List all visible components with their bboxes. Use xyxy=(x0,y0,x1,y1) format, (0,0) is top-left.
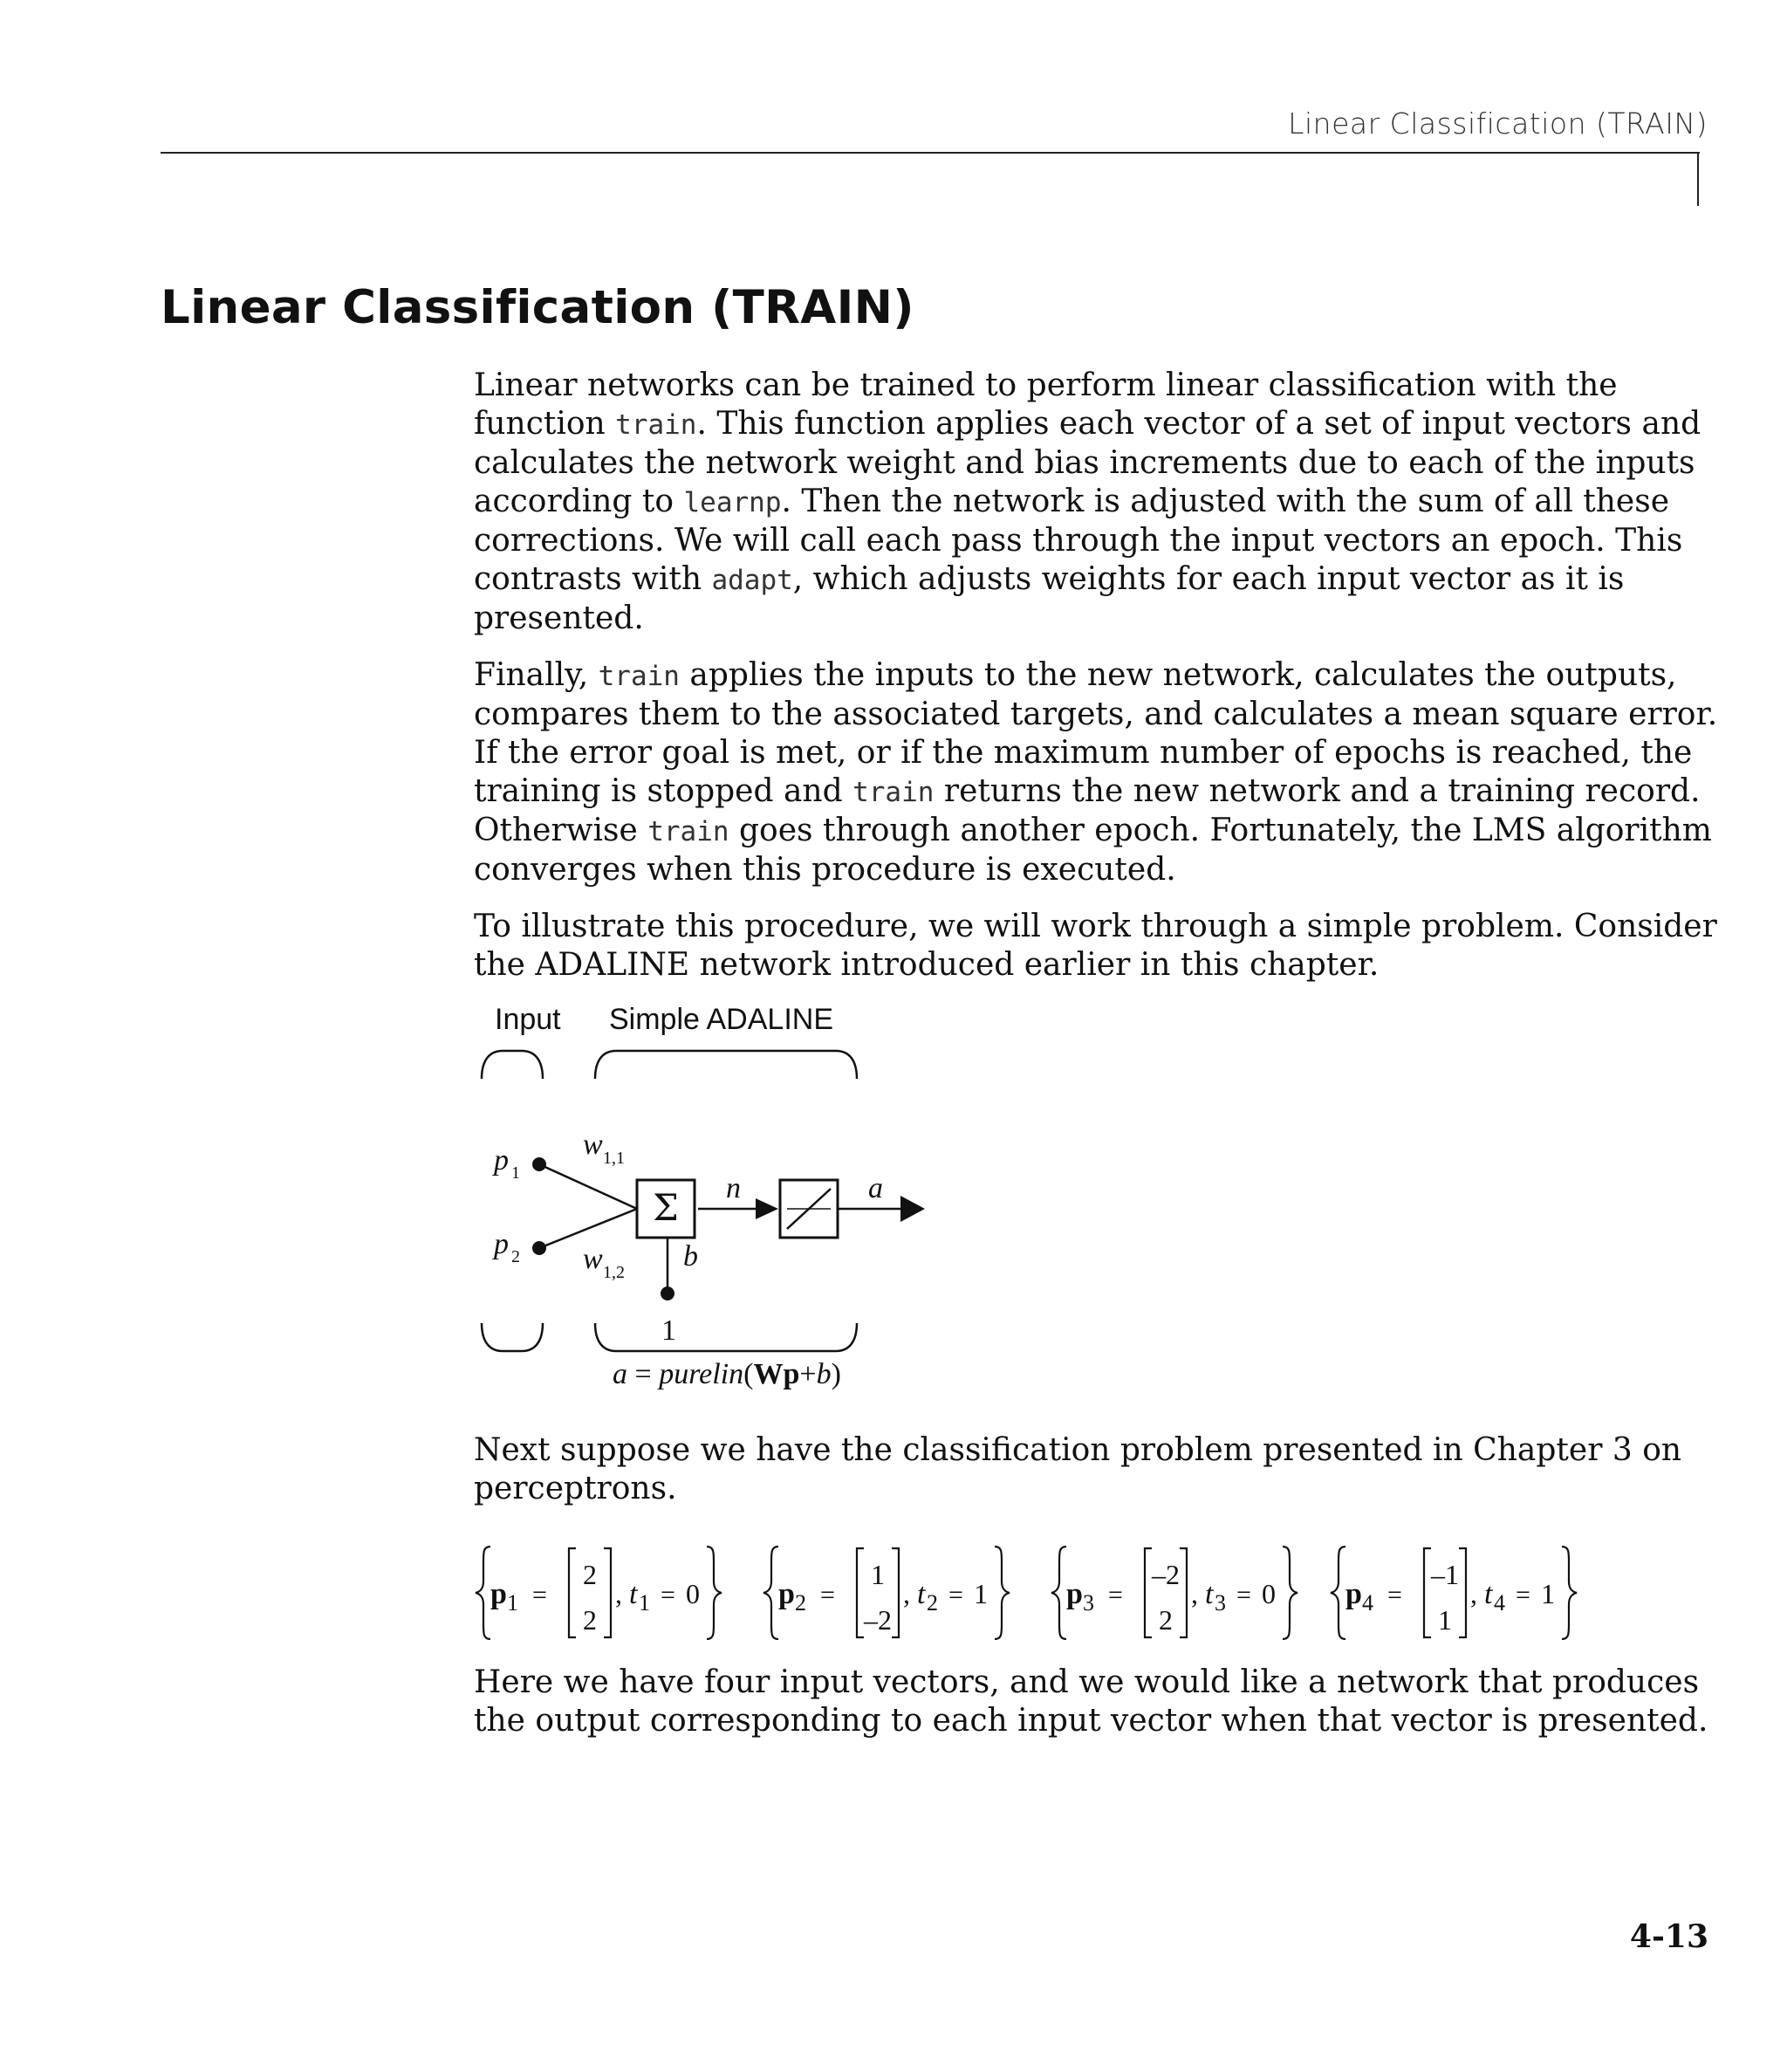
running-head: Linear Classification (TRAIN) xyxy=(1288,106,1708,141)
left-bracket xyxy=(569,1548,576,1637)
formula-eq: = xyxy=(627,1358,660,1390)
comma: , xyxy=(1470,1578,1477,1609)
w12-symbol: w xyxy=(583,1243,603,1275)
paragraph-input-vectors xyxy=(474,1664,1708,1740)
right-bracket xyxy=(892,1548,899,1637)
p-vector-symbol: p xyxy=(1345,1578,1362,1610)
formula-b: b xyxy=(816,1358,832,1390)
p-vector-symbol: p xyxy=(490,1578,507,1610)
right-curly-brace xyxy=(1283,1547,1297,1639)
equals-sign: = xyxy=(820,1581,835,1609)
p1-symbol: p xyxy=(494,1144,509,1177)
vector-element-top: –1 xyxy=(1431,1559,1459,1590)
target-value: 0 xyxy=(1262,1578,1276,1609)
text-fragment: training is stopped and xyxy=(474,773,853,809)
training-pair xyxy=(476,1547,722,1639)
p-index: 4 xyxy=(1362,1590,1373,1616)
equals-sign: = xyxy=(532,1581,547,1609)
p-vector-symbol: p xyxy=(1066,1578,1083,1610)
t-symbol: t xyxy=(629,1578,638,1610)
text-line xyxy=(474,483,1670,522)
summation-icon: Σ xyxy=(653,1186,679,1229)
p2-subscript: 2 xyxy=(511,1247,520,1266)
training-set-equation xyxy=(471,1536,1606,1650)
text-fragment: Finally, xyxy=(474,657,599,693)
p-index: 1 xyxy=(507,1590,518,1616)
comma: , xyxy=(903,1578,910,1609)
comma: , xyxy=(1191,1578,1198,1609)
w12-subscript: 1,2 xyxy=(603,1263,625,1282)
right-bracket xyxy=(1459,1548,1466,1637)
input-label: Input xyxy=(495,1003,561,1036)
text-line xyxy=(474,656,1677,696)
equals-sign: = xyxy=(1516,1581,1530,1609)
paragraph-classification-problem xyxy=(474,1431,1682,1508)
paragraph-train-intro xyxy=(474,367,1701,638)
right-bracket xyxy=(1180,1548,1187,1637)
text-line: calculates the network weight and bias increments due to each of the inputs xyxy=(474,445,1695,481)
p2-symbol: p xyxy=(494,1228,509,1260)
formula-close: ) xyxy=(831,1358,841,1390)
text-fragment: goes through another epoch. Fortunately, the LMS algorithm xyxy=(729,813,1712,848)
t-symbol: t xyxy=(917,1578,926,1610)
text-line: Next suppose we have the classification problem presented in Chapter 3 on xyxy=(474,1432,1682,1468)
input-node-p1 xyxy=(532,1157,546,1171)
text-line: To illustrate this procedure, we will work through a simple problem. Consider xyxy=(474,909,1717,944)
text-line xyxy=(474,560,1634,600)
text-line: compares them to the associated targets, and calculates a mean square error. xyxy=(474,696,1718,732)
equals-sign: = xyxy=(1108,1581,1123,1609)
weight-line-1 xyxy=(539,1164,637,1209)
n-arrowhead xyxy=(756,1198,778,1219)
text-line: perceptrons. xyxy=(474,1471,677,1506)
training-pair xyxy=(1051,1547,1297,1639)
vector-element-bottom: 2 xyxy=(1159,1604,1173,1636)
text-line: If the error goal is met, or if the maximum number of epochs is reached, the xyxy=(474,735,1693,771)
code-train: train xyxy=(598,661,680,692)
t-index: 2 xyxy=(927,1590,938,1616)
adaline-diagram xyxy=(471,995,960,1405)
right-curly-brace xyxy=(707,1547,722,1639)
text-fragment: returns the new network and a training record. xyxy=(934,773,1701,809)
n-label: n xyxy=(726,1172,741,1204)
target-value: 1 xyxy=(974,1578,988,1609)
right-curly-brace xyxy=(1562,1547,1577,1639)
a-arrowhead xyxy=(900,1196,925,1222)
text-fragment: according to xyxy=(474,484,684,519)
w11-symbol: w xyxy=(583,1129,603,1161)
p-index: 2 xyxy=(795,1590,806,1616)
equals-sign: = xyxy=(661,1581,675,1609)
right-curly-brace xyxy=(995,1547,1010,1639)
text-line: corrections. We will call each pass through the input vectors an epoch. This xyxy=(474,523,1683,559)
p-vector-symbol: p xyxy=(778,1578,795,1610)
paragraph-illustration-intro xyxy=(474,908,1717,985)
code-train: train xyxy=(852,777,935,808)
paragraph-train-procedure xyxy=(474,656,1718,889)
code-learnp: learnp xyxy=(683,487,782,518)
vector-element-bottom: –2 xyxy=(864,1604,892,1636)
formula-a: a xyxy=(613,1358,627,1390)
formula-fn: purelin xyxy=(659,1358,744,1390)
comma: , xyxy=(615,1578,622,1609)
vector-element-top: –2 xyxy=(1152,1559,1180,1590)
text-line xyxy=(474,405,1701,444)
vector-element-bottom: 2 xyxy=(583,1604,597,1636)
page-number: 4-13 xyxy=(1629,1918,1708,1955)
layer-bottom-brace xyxy=(595,1323,857,1351)
left-curly-brace xyxy=(1051,1547,1066,1639)
left-bracket xyxy=(1145,1548,1152,1637)
text-fragment: . Then the network is adjusted with the sum of all these xyxy=(781,484,1670,519)
formula xyxy=(613,1358,841,1390)
section-title: Linear Classification (TRAIN) xyxy=(161,281,914,334)
formula-plus: + xyxy=(799,1358,817,1390)
input-top-brace xyxy=(482,1051,543,1079)
text-line: Here we have four input vectors, and we would like a network that produces xyxy=(474,1664,1700,1700)
b-label: b xyxy=(683,1240,698,1273)
t-symbol: t xyxy=(1484,1578,1493,1610)
training-pair xyxy=(1331,1547,1577,1639)
formula-W: W xyxy=(753,1358,784,1390)
code-train: train xyxy=(647,816,729,847)
text-line: converges when this procedure is executed. xyxy=(474,852,1176,888)
left-curly-brace xyxy=(763,1547,778,1639)
input-node-p2 xyxy=(532,1241,546,1255)
code-train: train xyxy=(615,409,697,441)
t-index: 4 xyxy=(1494,1590,1505,1616)
bias-one-label: 1 xyxy=(661,1314,676,1347)
equals-sign: = xyxy=(1387,1581,1402,1609)
text-fragment: contrasts with xyxy=(474,561,712,597)
text-line xyxy=(474,812,1712,851)
equals-sign: = xyxy=(1236,1581,1251,1609)
left-bracket xyxy=(1424,1548,1431,1637)
text-line: the ADALINE network introduced earlier in this chapter. xyxy=(474,947,1380,983)
w11-subscript: 1,1 xyxy=(603,1149,625,1168)
left-bracket xyxy=(857,1548,864,1637)
text-fragment: function xyxy=(474,406,616,442)
vector-element-top: 2 xyxy=(583,1559,597,1590)
text-fragment: , which adjusts weights for each input vector as it is xyxy=(792,561,1625,597)
vector-element-top: 1 xyxy=(871,1559,885,1590)
header-rule-tick xyxy=(1697,152,1699,206)
t-symbol: t xyxy=(1205,1578,1214,1610)
text-line: presented. xyxy=(474,600,644,636)
a-label: a xyxy=(868,1172,883,1204)
code-adapt: adapt xyxy=(711,565,793,596)
text-fragment: . This function applies each vector of a set of input vectors and xyxy=(696,406,1701,442)
p1-subscript: 1 xyxy=(511,1163,520,1183)
text-fragment: applies the inputs to the new network, calculates the outputs, xyxy=(679,657,1677,693)
layer-label: Simple ADALINE xyxy=(609,1003,833,1036)
p-index: 3 xyxy=(1083,1590,1094,1616)
target-value: 1 xyxy=(1541,1578,1555,1609)
text-line: Linear networks can be trained to perform linear classification with the xyxy=(474,367,1618,403)
header-rule xyxy=(161,152,1700,154)
training-pair xyxy=(763,1547,1010,1639)
t-index: 1 xyxy=(639,1590,650,1616)
target-value: 0 xyxy=(686,1578,700,1609)
text-fragment: Otherwise xyxy=(474,813,648,848)
input-bottom-brace xyxy=(482,1323,543,1351)
right-bracket xyxy=(604,1548,611,1637)
left-curly-brace xyxy=(1331,1547,1345,1639)
left-curly-brace xyxy=(476,1547,490,1639)
bias-node xyxy=(661,1286,674,1300)
formula-open: ( xyxy=(743,1358,754,1390)
vector-element-bottom: 1 xyxy=(1438,1604,1452,1636)
layer-top-brace xyxy=(595,1051,857,1079)
text-line: the output corresponding to each input vector when that vector is presented. xyxy=(474,1703,1708,1739)
t-index: 3 xyxy=(1215,1590,1226,1616)
text-line xyxy=(474,772,1701,812)
formula-p: p xyxy=(783,1358,800,1390)
equals-sign: = xyxy=(948,1581,963,1609)
